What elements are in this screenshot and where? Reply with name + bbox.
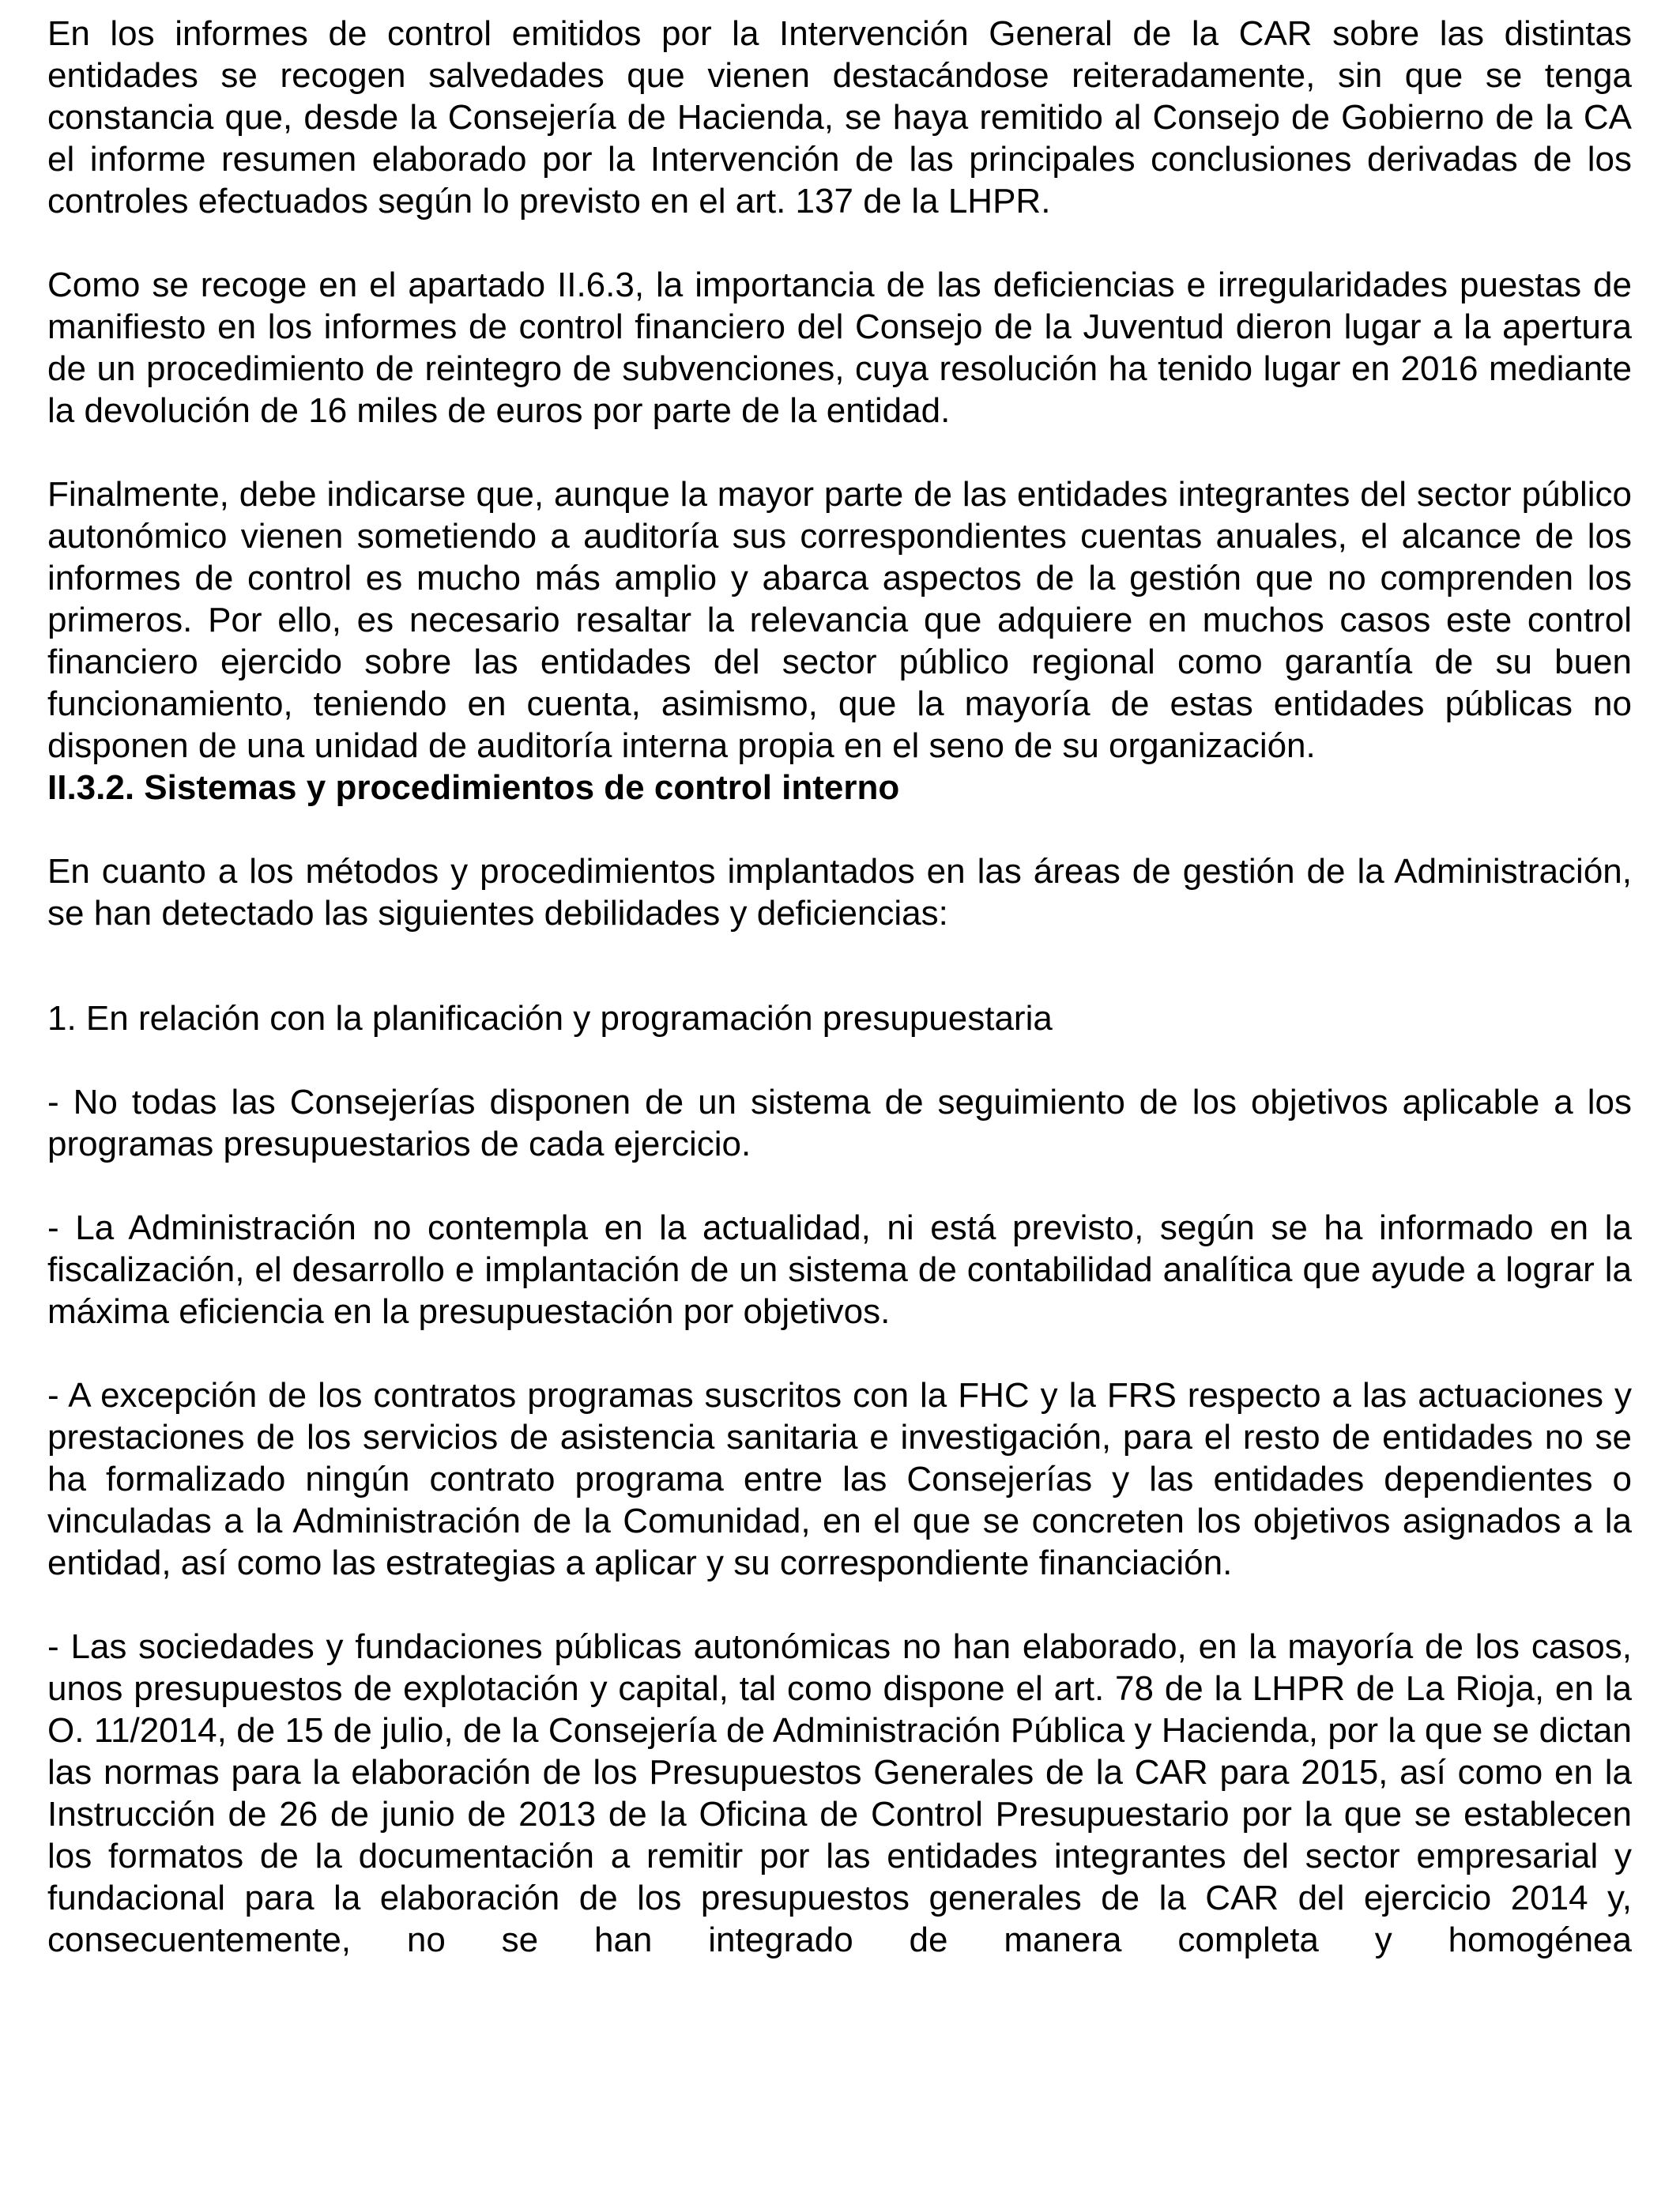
list-item: - Las sociedades y fundaciones públicas autonómicas no han elaborado, en la mayoría de los casos, unos presupuestos de explotación y capital, tal como dispone el art. 78 de la LHPR de La Rioja, en la O. 11/2014, de 15 de julio, de la Consejería de Administración Pública y Hacienda, por la que se dictan las normas para la elaboración de los Presupuestos Generales de la CAR para 2015, así como en la Instrucción de 26 de junio de 2013 de la Oficina de Control Presupuestario por la que se establecen los formatos de la documentación a remitir por las entidades integrantes del sector empresarial y fundacional para la elaboración de los presupuestos generales de la CAR del ejercicio 2014 y, consecuentemente, no se han integrado de manera completa y homogénea	[47, 1627, 1632, 1959]
list-item: - A excepción de los contratos programas suscritos con la FHC y la FRS respecto a las actuaciones y prestaciones de los servicios de asistencia sanitaria e investigación, para el resto de entidades no se ha formalizado ningún contrato programa entre las Consejerías y las entidades dependientes o vinculadas a la Administración de la Comunidad, en el que se concreten los objetivos asignados a la entidad, así como las estrategias a aplicar y su correspondiente financiación.	[47, 1376, 1632, 1582]
list-item: - No todas las Consejerías disponen de un sistema de seguimiento de los objetivos aplicable a los programas presupuestarios de cada ejercicio.	[47, 1083, 1632, 1163]
paragraph-consejo-juventud: Como se recoge en el apartado II.6.3, la importancia de las deficiencias e irregularidades puestas de manifiesto en los informes de control financiero del Consejo de la Juventud dieron lugar a la apertura de un procedimiento de reintegro de subvenciones, cuya resolución ha tenido lugar en 2016 mediante la devolución de 16 miles de euros por parte de la entidad.	[47, 266, 1632, 430]
section-intro: En cuanto a los métodos y procedimientos implantados en las áreas de gestión de la Administración, se han detectado las siguientes debilidades y deficiencias:	[47, 852, 1632, 933]
paragraph-financial-control-relevance: Finalmente, debe indicarse que, aunque la mayor parte de las entidades integrantes del sector público autonómico vienen sometiendo a auditoría sus correspondientes cuentas anuales, el alcance de los informes de control es mucho más amplio y abarca aspectos de la gestión que no comprenden los primeros. Por ello, es necesario resaltar la relevancia que adquiere en muchos casos este control financiero ejercido sobre las entidades del sector público regional como garantía de su buen funcionamiento, teniendo en cuenta, asimismo, que la mayoría de estas entidades públicas no disponen de una unidad de auditoría interna propia en el seno de su organización.	[47, 475, 1632, 765]
paragraph-control-reports: En los informes de control emitidos por la Intervención General de la CAR sobre las distintas entidades se recogen salvedades que vienen destacándose reiteradamente, sin que se tenga constancia que, desde la Consejería de Hacienda, se haya remitido al Consejo de Gobierno de la CA el informe resumen elaborado por la Intervención de las principales conclusiones derivadas de los controles efectuados según lo previsto en el art. 137 de la LHPR.	[47, 14, 1632, 221]
section-heading: II.3.2. Sistemas y procedimientos de control interno	[47, 768, 900, 807]
list-item: - La Administración no contempla en la actualidad, ni está previsto, según se ha informado en la fiscalización, el desarrollo e implantación de un sistema de contabilidad analítica que ayude a lograr la máxima eficiencia en la presupuestación por objetivos.	[47, 1208, 1632, 1331]
document-page	[47, 13, 1632, 1961]
list-title: 1. En relación con la planificación y programación presupuestaria	[47, 999, 1053, 1038]
